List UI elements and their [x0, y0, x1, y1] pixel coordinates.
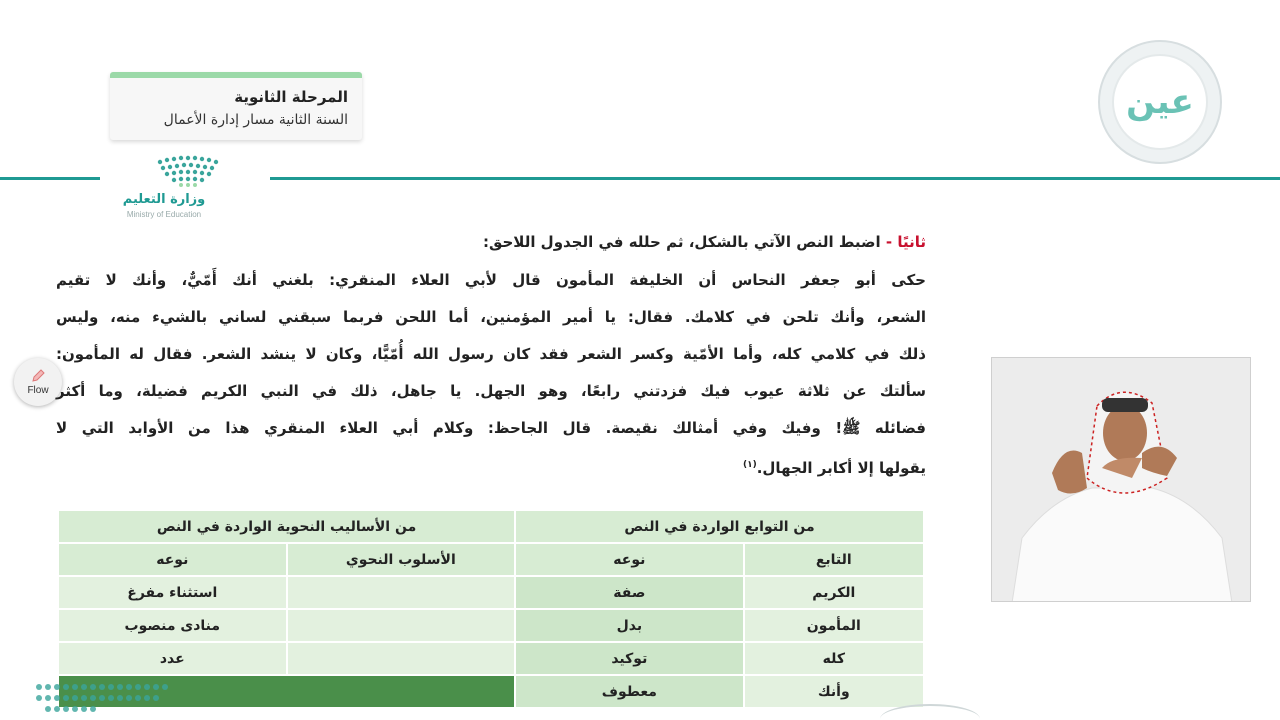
- ministry-name-english: Ministry of Education: [126, 210, 202, 219]
- passage-line: سألتك عن ثلاثة عيوب فيك فزدتني رابعًا، وهو الجهل. يا جاهل، ذلك في النبي الكريم فضيلة، وما أكثر: [56, 382, 926, 400]
- passage-line: حكى أبو جعفر النحاس أن الخليفة المأمون قال لأبي العلاء المنقري: بلغني أنك أَمّيٌّ، وأنك لا تقيم: [56, 271, 926, 289]
- table-cell-naw: منادى منصوب: [58, 609, 287, 642]
- footnote-mark: (١): [742, 460, 757, 470]
- passage-line: يقولها إلا أكابر الجهال.: [756, 459, 926, 477]
- table-cell-uslub: [287, 642, 516, 675]
- table-cell-naw: صفة: [515, 576, 744, 609]
- exercise-block: [56, 228, 926, 484]
- passage-line: فضائله ﷺ! وفيك وفي أمثالك نقيصة. قال الجاحظ: وكلام أبي العلاء المنقري هذا من الأوابد التي لا: [56, 419, 926, 437]
- table-col-header: الأسلوب النحوي: [287, 543, 516, 576]
- table-col-header: نوعه: [515, 543, 744, 576]
- stage-card: [110, 72, 362, 140]
- table-cell-naw: عدد: [58, 642, 287, 675]
- exercise-number: ثانيًا -: [885, 233, 926, 251]
- stage-title: المرحلة الثانوية: [234, 88, 348, 106]
- table-cell-uslub: [287, 576, 516, 609]
- table-cell-tabi: وأنك: [744, 675, 924, 708]
- flow-button[interactable]: [14, 358, 62, 406]
- exercise-instruction: [56, 228, 926, 256]
- table-cell-tabi: كله: [744, 642, 924, 675]
- table-group-header-tawabi: من التوابع الواردة في النص: [515, 510, 924, 543]
- passage: [56, 262, 926, 484]
- table-cell-tabi: المأمون: [744, 609, 924, 642]
- table-cell-naw: بدل: [515, 609, 744, 642]
- passage-line: الشعر، وأنك تلحن في كلامك. فقال: يا أمير المؤمنين، أما اللحن فربما سبقني لساني بالشيء منه، وليس: [56, 308, 926, 326]
- channel-logo-text: عين: [1126, 82, 1194, 122]
- channel-logo-inner: [1112, 54, 1208, 150]
- table-cell-naw: استثناء مفرغ: [58, 576, 287, 609]
- table-cell-tabi: الكريم: [744, 576, 924, 609]
- ministry-logo-icon: [154, 152, 224, 188]
- ministry-logo: [110, 152, 220, 224]
- passage-line-last: [56, 447, 926, 484]
- interpreter-video: [991, 357, 1251, 602]
- exercise-instruction-text: اضبط النص الآتي بالشكل، ثم حلله في الجدول اللاحق:: [482, 233, 881, 251]
- table-col-header: نوعه: [58, 543, 287, 576]
- table-cell-naw: توكيد: [515, 642, 744, 675]
- table-row: [58, 642, 924, 675]
- interpreter-figure-icon: [992, 358, 1251, 602]
- table-cell-uslub: [287, 609, 516, 642]
- ministry-name-arabic: وزارة التعليم: [122, 192, 206, 207]
- table-group-header-asalib: من الأساليب النحوية الواردة في النص: [58, 510, 515, 543]
- table-row: [58, 609, 924, 642]
- stage-subtitle: السنة الثانية مسار إدارة الأعمال: [163, 112, 348, 128]
- pencil-icon: [31, 369, 45, 383]
- table-cell-naw: معطوف: [515, 675, 744, 708]
- flow-button-label: Flow: [27, 384, 49, 396]
- analysis-table: [57, 509, 925, 709]
- table-col-header: التابع: [744, 543, 924, 576]
- table-row: [58, 675, 924, 708]
- passage-line: ذلك في كلامي كله، وأما الأمّية وكسر الشعر فقد كان رسول الله أُمّيًّا، وكان لا ينشد الشعر. فقال له المأمون:: [56, 345, 926, 363]
- table-row: [58, 576, 924, 609]
- decorative-dots-icon: [34, 682, 174, 716]
- channel-logo: [1098, 40, 1222, 164]
